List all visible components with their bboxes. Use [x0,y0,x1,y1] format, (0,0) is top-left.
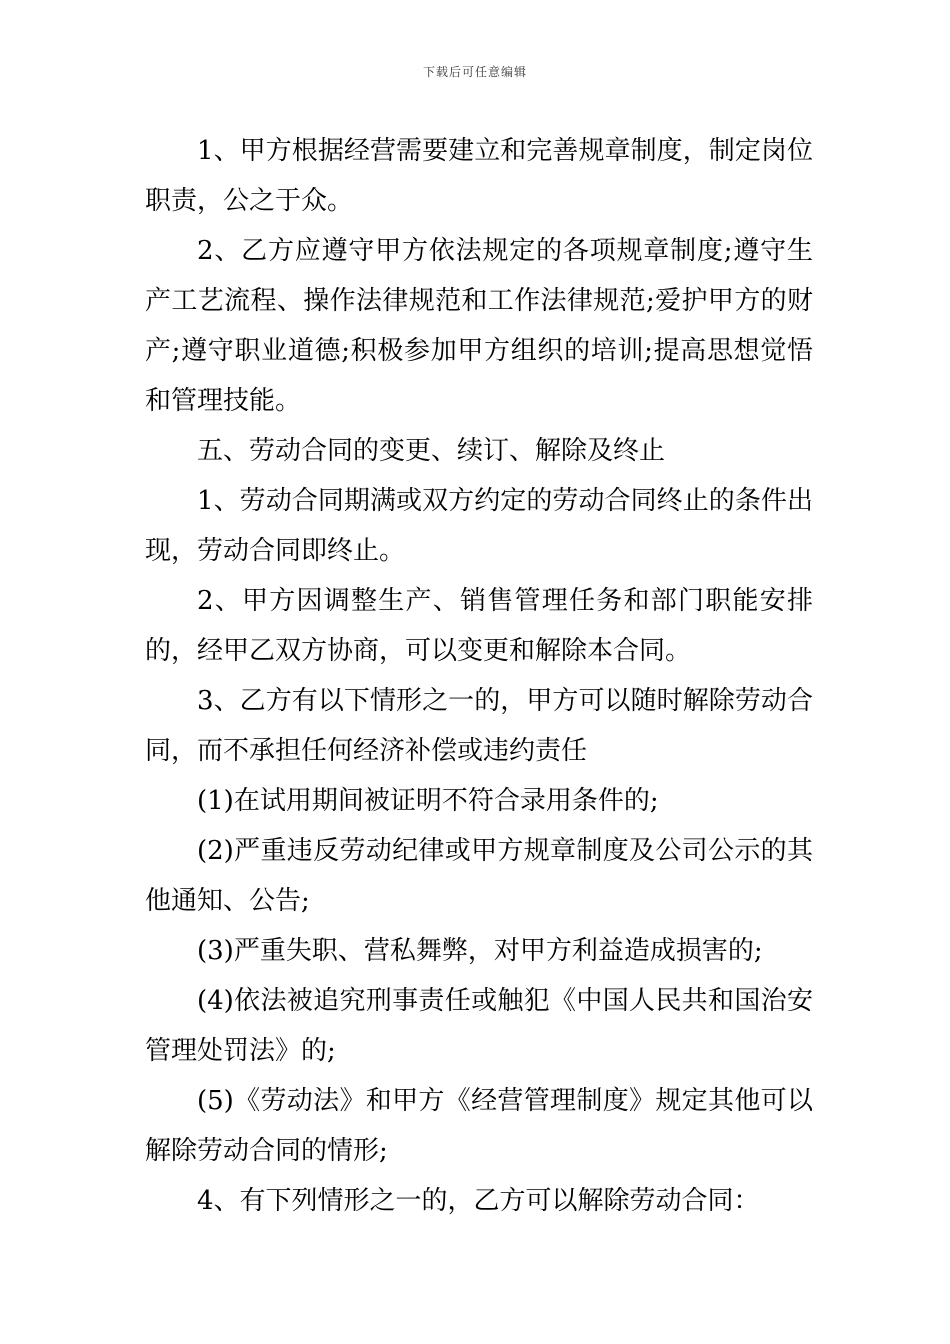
list-item: (1)在试用期间被证明不符合录用条件的; [197,786,659,816]
section-heading: 五、劳动合同的变更、续订、解除及终止 [197,436,666,466]
paragraph: 1、劳动合同期满或双方约定的劳动合同终止的条件出现，劳动合同即终止。 [145,486,813,566]
list-item: (2)严重违反劳动纪律或甲方规章制度及公司公示的其他通知、公告; [145,836,813,916]
list-item: (4)依法被追究刑事责任或触犯《中国人民共和国治安管理处罚法》的; [145,986,813,1066]
paragraph: 3、乙方有以下情形之一的，甲方可以随时解除劳动合同，而不承担任何经济补偿或违约责任 [145,686,813,766]
paragraph: 4、有下列情形之一的，乙方可以解除劳动合同： [197,1186,760,1216]
paragraph: 1、甲方根据经营需要建立和完善规章制度，制定岗位职责，公之于众。 [145,136,813,216]
paragraph: 2、乙方应遵守甲方依法规定的各项规章制度;遵守生产工艺流程、操作法律规范和工作法律规范;爱护甲方的财产;遵守职业道德;积极参加甲方组织的培训;提高思想觉悟和管理技能。 [145,236,813,416]
list-item: (3)严重失职、营私舞弊，对甲方利益造成损害的; [197,936,763,966]
paragraph: 2、甲方因调整生产、销售管理任务和部门职能安排的，经甲乙双方协商，可以变更和解除本合同。 [145,586,813,666]
list-item: (5)《劳动法》和甲方《经营管理制度》规定其他可以解除劳动合同的情形; [145,1086,813,1166]
document-body [145,126,813,1226]
page-header: 下载后可任意编辑 [422,65,527,79]
